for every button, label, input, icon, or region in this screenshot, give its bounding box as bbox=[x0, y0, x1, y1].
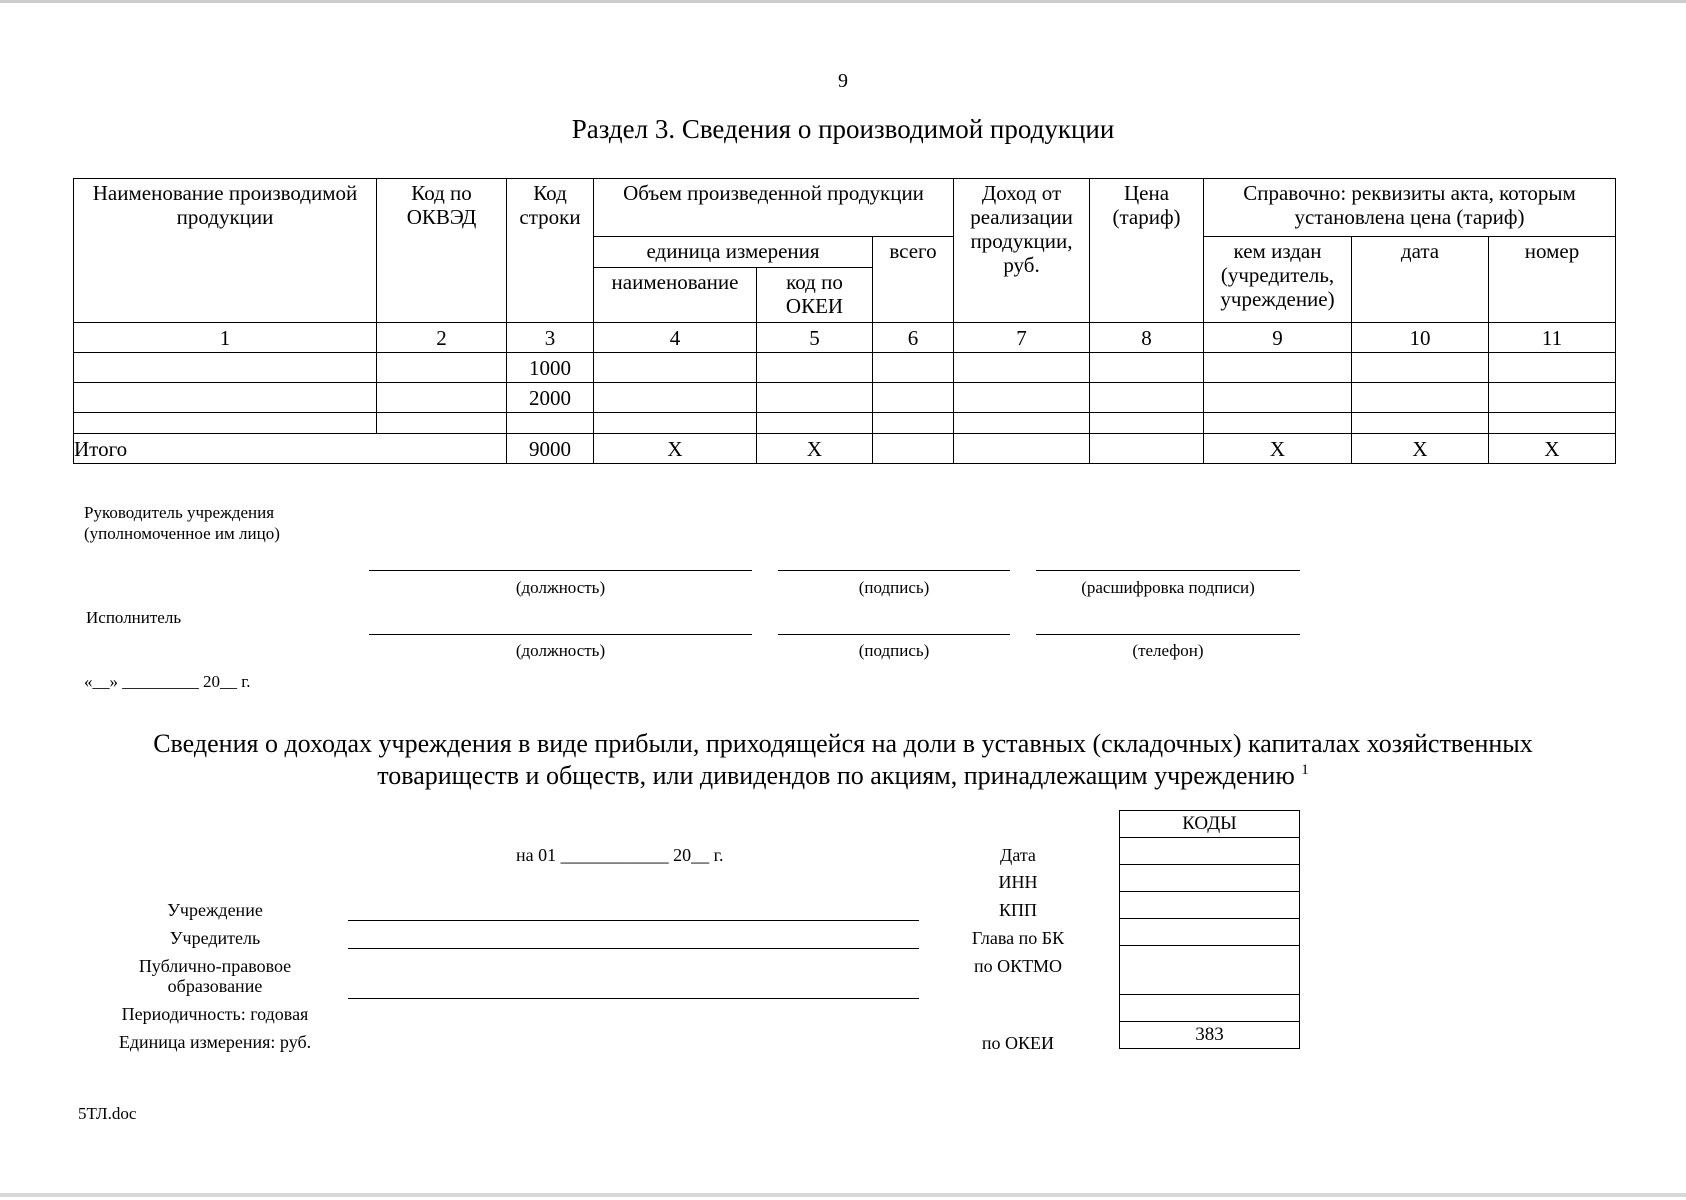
codes-table bbox=[1119, 810, 1300, 1049]
row-code: 1000 bbox=[507, 353, 594, 383]
label-public-2: образование bbox=[167, 976, 263, 996]
institution-line[interactable] bbox=[348, 920, 919, 921]
head-label: Руководитель учреждения bbox=[84, 503, 275, 522]
header-income: Доход от реализации продукции, руб. bbox=[954, 179, 1090, 323]
head-label-2: (уполномоченное им лицо) bbox=[84, 524, 280, 543]
codes-header: КОДЫ bbox=[1120, 811, 1300, 838]
label-glava: Глава по БК bbox=[971, 928, 1065, 948]
products-table bbox=[73, 178, 1616, 464]
date-line: «__» _________ 20__ г. bbox=[84, 672, 251, 691]
label-inn: ИНН bbox=[998, 872, 1038, 892]
column-numbers-row bbox=[74, 323, 1616, 353]
table-row bbox=[74, 383, 1616, 413]
col-num: 6 bbox=[873, 323, 954, 353]
footnote-mark: 1 bbox=[1301, 762, 1309, 778]
page-number: 9 bbox=[838, 70, 848, 92]
signature-caption: (подпись) bbox=[858, 578, 930, 597]
total-code: 9000 bbox=[507, 434, 594, 464]
section2-title bbox=[0, 728, 1686, 792]
col-num: 11 bbox=[1489, 323, 1616, 353]
section2-title-line2 bbox=[0, 760, 1686, 792]
position-line[interactable] bbox=[369, 570, 752, 571]
scan-edge-bottom bbox=[0, 1193, 1686, 1197]
founder-line[interactable] bbox=[348, 948, 919, 949]
row-code bbox=[507, 413, 594, 434]
header-unit-name: наименование bbox=[594, 268, 757, 323]
x-mark: X bbox=[1489, 434, 1616, 464]
col-num: 3 bbox=[507, 323, 594, 353]
col-num: 7 bbox=[954, 323, 1090, 353]
executor-signature-line[interactable] bbox=[778, 634, 1010, 635]
x-mark: X bbox=[1204, 434, 1352, 464]
label-founder: Учредитель bbox=[169, 928, 261, 948]
decoding-line[interactable] bbox=[1036, 570, 1300, 571]
col-num: 2 bbox=[377, 323, 507, 353]
table-row bbox=[74, 353, 1616, 383]
section2-title-line2-text: товариществ и обществ, или дивидендов по акциям, принадлежащим учреждению bbox=[377, 761, 1295, 790]
header-okved: Код по ОКВЭД bbox=[377, 179, 507, 323]
header-row-code: Код строки bbox=[507, 179, 594, 323]
header-issuer: кем издан (учредитель, учреждение) bbox=[1204, 237, 1352, 323]
label-unit: Единица измерения: руб. bbox=[118, 1032, 312, 1052]
code-oktmo[interactable] bbox=[1120, 946, 1300, 995]
executor-signature-caption: (подпись) bbox=[858, 641, 930, 660]
scan-edge-top bbox=[0, 0, 1686, 3]
label-oktmo: по ОКТМО bbox=[974, 956, 1062, 976]
total-row bbox=[74, 434, 1616, 464]
x-mark: X bbox=[594, 434, 757, 464]
label-periodicity: Периодичность: годовая bbox=[121, 1004, 309, 1024]
executor-position-caption: (должность) bbox=[515, 641, 606, 660]
col-num: 1 bbox=[74, 323, 377, 353]
header-total: всего bbox=[873, 237, 954, 323]
table-row bbox=[74, 413, 1616, 434]
code-kpp[interactable] bbox=[1120, 892, 1300, 919]
phone-line[interactable] bbox=[1036, 634, 1300, 635]
executor-label: Исполнитель bbox=[86, 608, 182, 627]
label-institution: Учреждение bbox=[167, 900, 263, 920]
decoding-caption: (расшифровка подписи) bbox=[1081, 578, 1255, 597]
col-num: 5 bbox=[757, 323, 873, 353]
col-num: 4 bbox=[594, 323, 757, 353]
code-date[interactable] bbox=[1120, 838, 1300, 865]
total-label: Итого bbox=[74, 434, 507, 464]
header-unit: единица измерения bbox=[594, 237, 873, 268]
code-okei: 383 bbox=[1120, 1022, 1300, 1049]
code-blank[interactable] bbox=[1120, 995, 1300, 1022]
col-num: 9 bbox=[1204, 323, 1352, 353]
signature-line[interactable] bbox=[778, 570, 1010, 571]
col-num: 10 bbox=[1352, 323, 1489, 353]
label-kpp: КПП bbox=[998, 900, 1037, 920]
header-price: Цена (тариф) bbox=[1090, 179, 1204, 323]
public-entity-line[interactable] bbox=[348, 998, 919, 999]
x-mark: X bbox=[757, 434, 873, 464]
code-inn[interactable] bbox=[1120, 865, 1300, 892]
col-num: 8 bbox=[1090, 323, 1204, 353]
header-reference: Справочно: реквизиты акта, которым установлена цена (тариф) bbox=[1204, 179, 1616, 237]
footer-filename: 5ТЛ.doc bbox=[78, 1104, 137, 1123]
label-okei: по ОКЕИ bbox=[981, 1033, 1055, 1053]
section-title: Раздел 3. Сведения о производимой продукции bbox=[571, 114, 1115, 144]
header-date: дата bbox=[1352, 237, 1489, 323]
row-code: 2000 bbox=[507, 383, 594, 413]
header-volume: Объем произведенной продукции bbox=[594, 179, 954, 237]
report-date: на 01 ____________ 20__ г. bbox=[516, 845, 724, 865]
x-mark: X bbox=[1352, 434, 1489, 464]
label-date: Дата bbox=[1000, 845, 1036, 865]
executor-position-line[interactable] bbox=[369, 634, 752, 635]
header-unit-code: код по ОКЕИ bbox=[757, 268, 873, 323]
position-caption: (должность) bbox=[515, 578, 606, 597]
section2-title-line1: Сведения о доходах учреждения в виде прибыли, приходящейся на доли в уставных (складочных) капиталах хозяйственных bbox=[153, 729, 1533, 758]
label-public-1: Публично-правовое bbox=[138, 956, 292, 976]
header-number: номер bbox=[1489, 237, 1616, 323]
code-glava[interactable] bbox=[1120, 919, 1300, 946]
phone-caption: (телефон) bbox=[1132, 641, 1204, 660]
header-product-name: Наименование производимой продукции bbox=[74, 179, 377, 323]
